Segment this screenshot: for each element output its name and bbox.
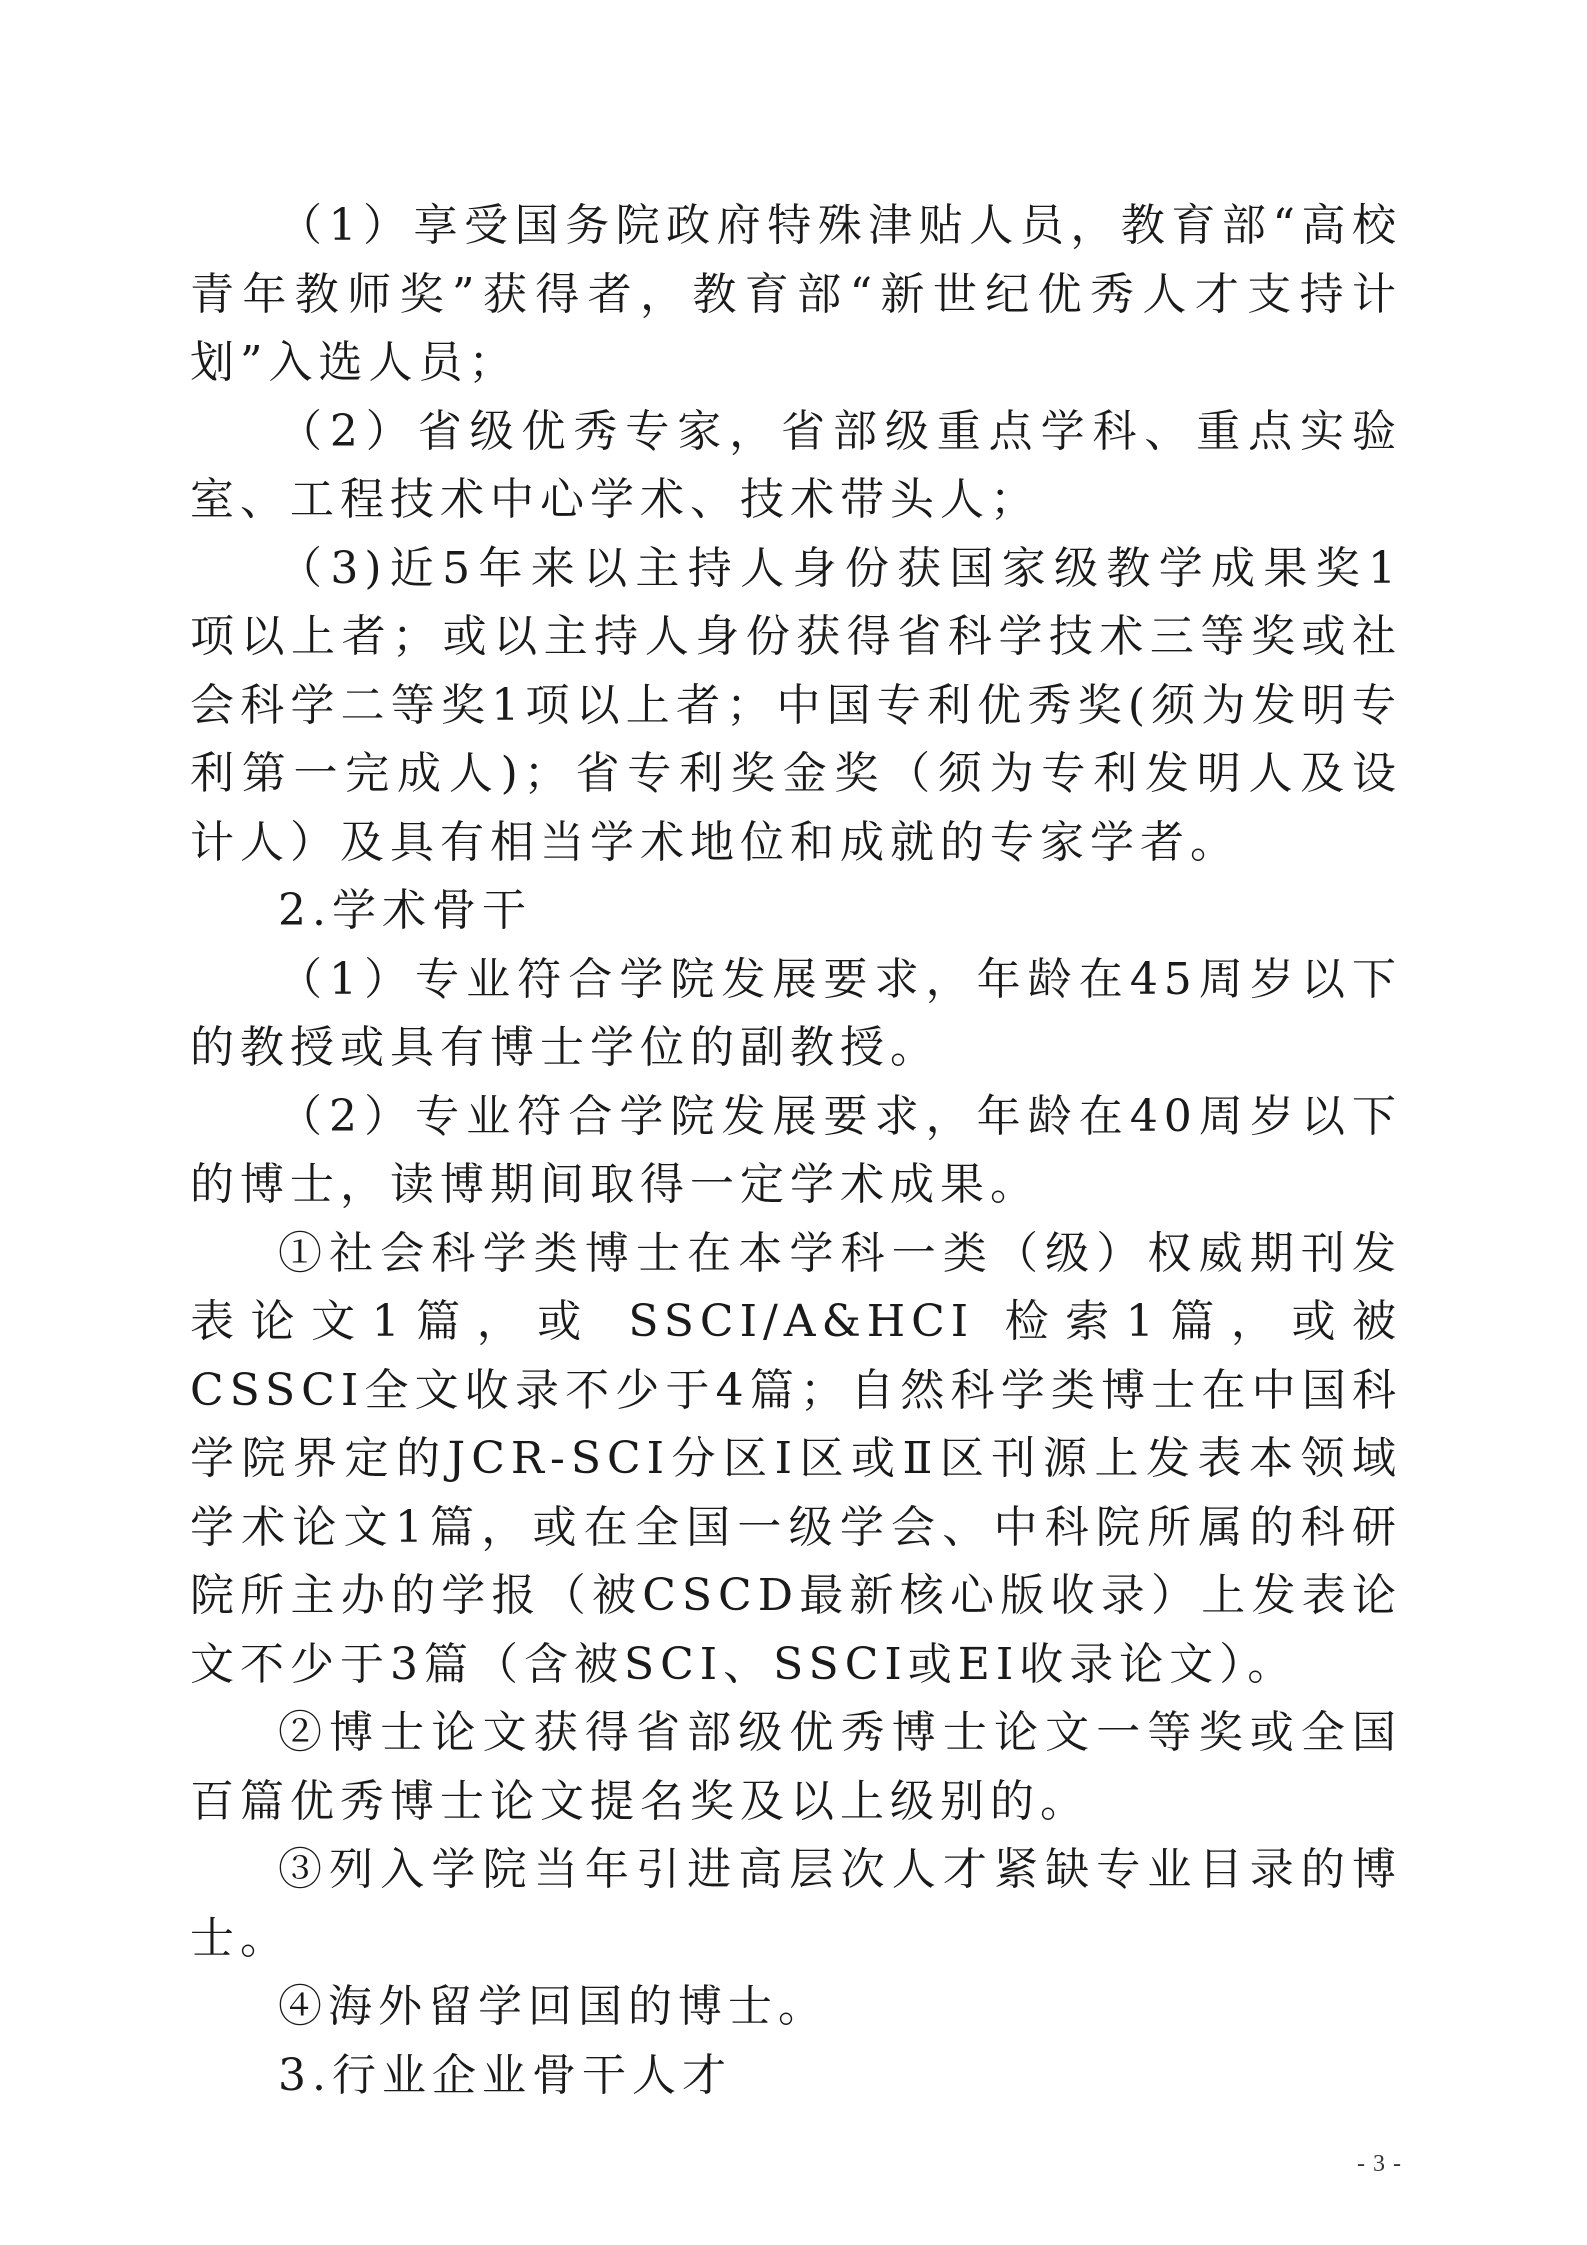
paragraph-7: ①社会科学类博士在本学科一类（级）权威期刊发表论文1篇，或 SSCI/A&HCI 检索1篇，或被CSSCI全文收录不少于4篇；自然科学类博士在中国科学院界定的JCR-SCI分区Ⅰ区或Ⅱ区刊源上发表本领域学术论文1篇，或在全国一级学会、中科院所属的科研院所主办的学报（被CSCD最新核心版收录）上发表论文不少于3篇（含被SCI、SSCI或EI收录论文）。 <box>190 1227 1402 1690</box>
page-number: - 3 - <box>1357 2151 1402 2177</box>
section-heading-academic-backbone: 2.学术骨干 <box>278 885 532 936</box>
paragraph-2: （2）省级优秀专家，省部级重点学科、重点实验室、工程技术中心学术、技术带头人； <box>190 405 1402 525</box>
section-heading-industry-talent: 3.行业企业骨干人才 <box>278 2049 732 2101</box>
paragraph-1: （1）享受国务院政府特殊津贴人员，教育部“高校青年教师奖”获得者，教育部“新世纪优秀人才支持计划”入选人员； <box>190 200 1402 388</box>
paragraph-6: （2）专业符合学院发展要求，年龄在40周岁以下的博士，读博期间取得一定学术成果。 <box>190 1090 1402 1210</box>
paragraph-9: ③列入学院当年引进高层次人才紧缺专业目录的博士。 <box>190 1844 1402 1964</box>
paragraph-8: ②博士论文获得省部级优秀博士论文一等奖或全国百篇优秀博士论文提名奖及以上级别的。 <box>190 1707 1402 1827</box>
paragraph-3: （3)近5年来以主持人身份获国家级教学成果奖1项以上者；或以主持人身份获得省科学技术三等奖或社会科学二等奖1项以上者；中国专利优秀奖(须为发明专利第一完成人)；省专利奖金奖（须为专利发明人及设计人）及具有相当学术地位和成就的专家学者。 <box>190 542 1402 868</box>
paragraph-5: （1）专业符合学院发展要求，年龄在45周岁以下的教授或具有博士学位的副教授。 <box>190 953 1402 1073</box>
document-body <box>190 192 1402 2110</box>
paragraph-10: ④海外留学回国的博士。 <box>278 1981 828 2032</box>
